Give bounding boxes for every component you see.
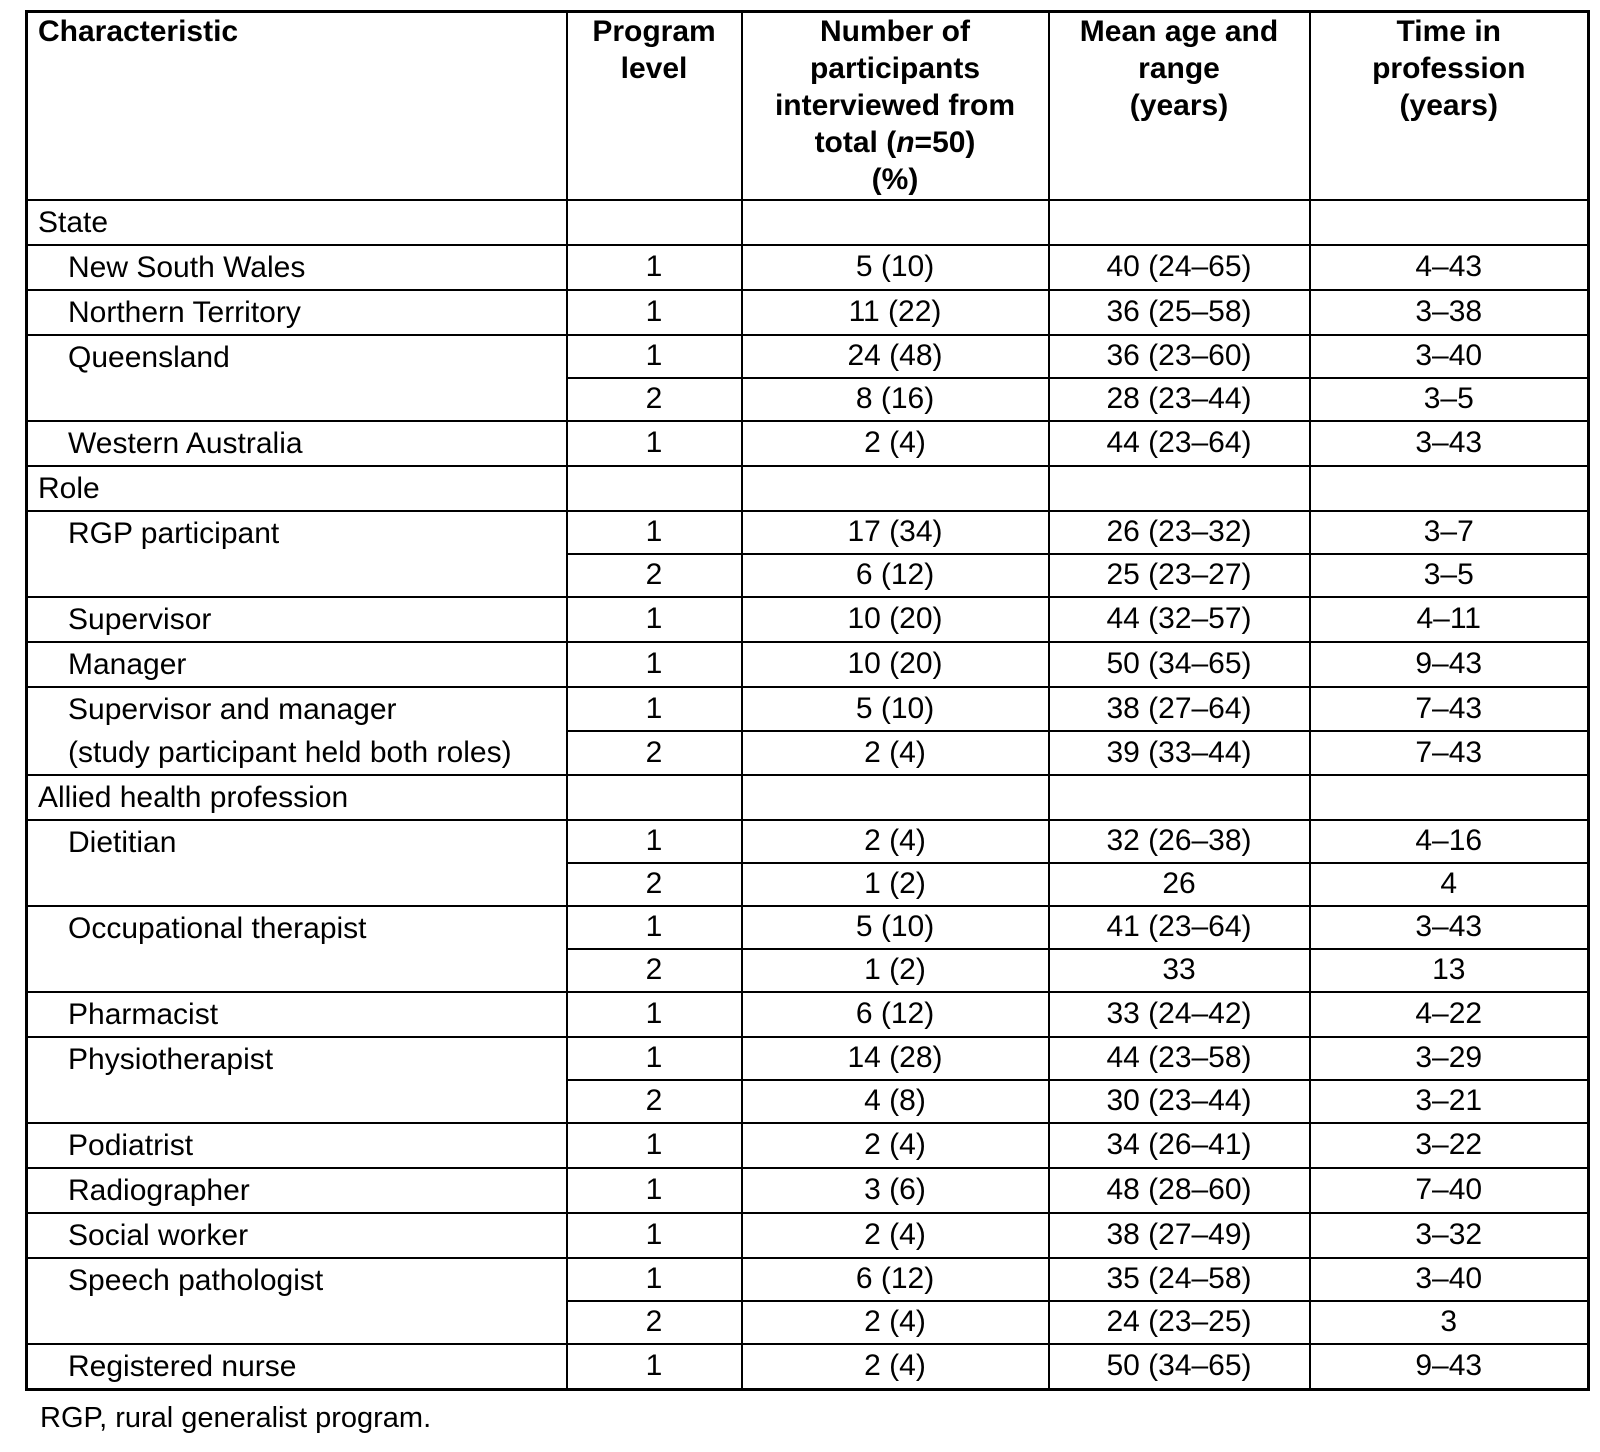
time-in-profession-cell: 3–29 <box>1310 1037 1589 1080</box>
mean-age-cell: 24 (23–25) <box>1049 1301 1310 1344</box>
header-line: interviewed from <box>774 89 1016 122</box>
mean-age-cell: 35 (24–58) <box>1049 1258 1310 1301</box>
participants-cell: 2 (4) <box>742 421 1049 466</box>
characteristic-label: Manager <box>68 647 187 681</box>
time-in-profession-cell: 3–40 <box>1310 1258 1589 1301</box>
table-row <box>27 245 1589 290</box>
program-level-cell: 1 <box>567 1168 742 1213</box>
program-level-cell: 1 <box>567 1258 742 1301</box>
characteristic-cell <box>27 820 567 906</box>
table-row <box>27 1123 1589 1168</box>
table-row <box>27 1344 1589 1390</box>
participants-cell: 4 (8) <box>742 1080 1049 1123</box>
empty-cell <box>742 200 1049 245</box>
mean-age-cell: 39 (33–44) <box>1049 731 1310 775</box>
table-row <box>27 421 1589 466</box>
time-in-profession-cell: 3–43 <box>1310 906 1589 949</box>
participants-cell: 1 (2) <box>742 949 1049 992</box>
total-prefix: total ( <box>814 126 897 159</box>
participants-cell: 5 (10) <box>742 906 1049 949</box>
participants-cell: 10 (20) <box>742 642 1049 687</box>
mean-age-cell: 28 (23–44) <box>1049 378 1310 421</box>
empty-cell <box>742 775 1049 820</box>
time-in-profession-cell: 3–32 <box>1310 1213 1589 1258</box>
program-level-cell: 1 <box>567 820 742 863</box>
time-in-profession-cell: 3–40 <box>1310 335 1589 378</box>
characteristic-cell <box>27 245 567 290</box>
characteristic-label: Occupational therapist <box>68 911 367 945</box>
time-in-profession-cell: 3–22 <box>1310 1123 1589 1168</box>
table-row <box>27 906 1589 949</box>
program-level-cell: 2 <box>567 731 742 775</box>
characteristic-label: Queensland <box>68 340 230 374</box>
characteristic-cell <box>27 906 567 992</box>
section-row <box>27 466 1589 511</box>
total-suffix: =50) <box>914 126 976 159</box>
participants-cell: 14 (28) <box>742 1037 1049 1080</box>
characteristic-cell <box>27 290 567 335</box>
participants-cell: 11 (22) <box>742 290 1049 335</box>
characteristic-label: Radiographer <box>68 1173 250 1207</box>
characteristic-cell <box>27 421 567 466</box>
characteristic-label: Registered nurse <box>68 1349 297 1383</box>
program-level-cell: 1 <box>567 335 742 378</box>
characteristic-label: Dietitian <box>68 825 177 859</box>
time-in-profession-cell: 7–43 <box>1310 731 1589 775</box>
program-level-cell: 2 <box>567 554 742 597</box>
participant-characteristics-table <box>25 10 1590 1391</box>
table-row <box>27 992 1589 1037</box>
mean-age-cell: 33 <box>1049 949 1310 992</box>
time-in-profession-cell: 9–43 <box>1310 642 1589 687</box>
header-line: (years) <box>1399 89 1498 122</box>
table-row <box>27 1258 1589 1301</box>
header-line: Number of <box>820 15 970 48</box>
mean-age-cell: 36 (25–58) <box>1049 290 1310 335</box>
participants-cell: 10 (20) <box>742 597 1049 642</box>
characteristic-cell <box>27 642 567 687</box>
time-in-profession-cell: 4–22 <box>1310 992 1589 1037</box>
program-level-cell: 2 <box>567 1080 742 1123</box>
characteristic-label: Supervisor and manager <box>68 692 397 726</box>
mean-age-cell: 50 (34–65) <box>1049 1344 1310 1390</box>
table-row <box>27 820 1589 863</box>
table-row <box>27 642 1589 687</box>
characteristic-label: Pharmacist <box>68 997 219 1031</box>
program-level-cell: 1 <box>567 906 742 949</box>
section-row <box>27 775 1589 820</box>
empty-cell <box>567 466 742 511</box>
table-row <box>27 1037 1589 1080</box>
program-level-cell: 1 <box>567 1123 742 1168</box>
program-level-cell: 2 <box>567 949 742 992</box>
header-line: (years) <box>1129 89 1229 122</box>
mean-age-cell: 33 (24–42) <box>1049 992 1310 1037</box>
mean-age-cell: 44 (23–58) <box>1049 1037 1310 1080</box>
program-level-cell: 1 <box>567 1213 742 1258</box>
characteristic-cell <box>27 992 567 1037</box>
participants-cell: 2 (4) <box>742 731 1049 775</box>
section-label: State <box>27 200 567 245</box>
mean-age-cell: 38 (27–64) <box>1049 687 1310 731</box>
mean-age-cell: 50 (34–65) <box>1049 642 1310 687</box>
table-row <box>27 687 1589 731</box>
empty-cell <box>1310 200 1589 245</box>
participants-cell: 3 (6) <box>742 1168 1049 1213</box>
time-in-profession-cell: 3–21 <box>1310 1080 1589 1123</box>
time-in-profession-cell: 3–43 <box>1310 421 1589 466</box>
empty-cell <box>1310 466 1589 511</box>
characteristic-cell <box>27 687 567 775</box>
time-in-profession-cell: 3–5 <box>1310 378 1589 421</box>
col-header-mean-age <box>1049 12 1310 200</box>
program-level-cell: 1 <box>567 687 742 731</box>
header-line: range <box>1138 52 1220 85</box>
col-header-program-level <box>567 12 742 200</box>
characteristic-label: Supervisor <box>68 602 212 636</box>
section-label: Allied health profession <box>27 775 567 820</box>
participants-cell: 2 (4) <box>742 820 1049 863</box>
program-level-cell: 2 <box>567 863 742 906</box>
table-footnote: RGP, rural generalist program. <box>40 1401 432 1434</box>
time-in-profession-cell: 3–38 <box>1310 290 1589 335</box>
time-in-profession-cell: 3–5 <box>1310 554 1589 597</box>
characteristic-label: RGP participant <box>68 516 280 550</box>
empty-cell <box>1049 775 1310 820</box>
characteristic-label: Physiotherapist <box>68 1042 274 1076</box>
header-line: Mean age and <box>1079 15 1279 48</box>
mean-age-cell: 30 (23–44) <box>1049 1080 1310 1123</box>
section-row <box>27 200 1589 245</box>
empty-cell <box>1310 775 1589 820</box>
time-in-profession-cell: 4–11 <box>1310 597 1589 642</box>
mean-age-cell: 25 (23–27) <box>1049 554 1310 597</box>
header-line: level <box>620 52 688 85</box>
program-level-cell: 1 <box>567 511 742 554</box>
time-in-profession-cell: 4–16 <box>1310 820 1589 863</box>
table-row <box>27 1213 1589 1258</box>
program-level-cell: 2 <box>567 1301 742 1344</box>
participants-cell: 2 (4) <box>742 1344 1049 1390</box>
time-in-profession-cell: 4–43 <box>1310 245 1589 290</box>
program-level-cell: 1 <box>567 992 742 1037</box>
table-row <box>27 335 1589 378</box>
participants-cell: 24 (48) <box>742 335 1049 378</box>
program-level-cell: 1 <box>567 421 742 466</box>
mean-age-cell: 48 (28–60) <box>1049 1168 1310 1213</box>
n-italic: n <box>896 126 915 159</box>
characteristic-cell <box>27 1123 567 1168</box>
col-header-participants <box>742 12 1049 200</box>
mean-age-cell: 44 (32–57) <box>1049 597 1310 642</box>
program-level-cell: 2 <box>567 378 742 421</box>
table-row <box>27 511 1589 554</box>
header-line: Time in <box>1396 15 1501 48</box>
program-level-cell: 1 <box>567 245 742 290</box>
participants-cell: 5 (10) <box>742 687 1049 731</box>
mean-age-cell: 41 (23–64) <box>1049 906 1310 949</box>
program-level-cell: 1 <box>567 290 742 335</box>
characteristic-label-line2: (study participant held both roles) <box>68 735 512 769</box>
time-in-profession-cell: 7–40 <box>1310 1168 1589 1213</box>
participants-cell: 6 (12) <box>742 554 1049 597</box>
empty-cell <box>742 466 1049 511</box>
program-level-cell: 1 <box>567 1344 742 1390</box>
header-line: participants <box>809 52 981 85</box>
characteristic-cell <box>27 511 567 597</box>
empty-cell <box>567 200 742 245</box>
table-row <box>27 290 1589 335</box>
time-in-profession-cell: 3–7 <box>1310 511 1589 554</box>
header-line: Program <box>592 15 716 48</box>
table-row <box>27 597 1589 642</box>
mean-age-cell: 40 (24–65) <box>1049 245 1310 290</box>
table-row <box>27 1168 1589 1213</box>
mean-age-cell: 34 (26–41) <box>1049 1123 1310 1168</box>
mean-age-cell: 32 (26–38) <box>1049 820 1310 863</box>
participants-cell: 17 (34) <box>742 511 1049 554</box>
participants-cell: 5 (10) <box>742 245 1049 290</box>
header-row <box>27 12 1589 200</box>
program-level-cell: 1 <box>567 1037 742 1080</box>
time-in-profession-cell: 4 <box>1310 863 1589 906</box>
time-in-profession-cell: 13 <box>1310 949 1589 992</box>
empty-cell <box>1049 466 1310 511</box>
participants-cell: 1 (2) <box>742 863 1049 906</box>
characteristic-label: Social worker <box>68 1218 249 1252</box>
characteristic-cell <box>27 597 567 642</box>
program-level-cell: 1 <box>567 597 742 642</box>
time-in-profession-cell: 3 <box>1310 1301 1589 1344</box>
time-in-profession-cell: 9–43 <box>1310 1344 1589 1390</box>
empty-cell <box>1049 200 1310 245</box>
empty-cell <box>567 775 742 820</box>
time-in-profession-cell: 7–43 <box>1310 687 1589 731</box>
participants-cell: 8 (16) <box>742 378 1049 421</box>
characteristic-cell <box>27 1258 567 1344</box>
col-header-characteristic: Characteristic <box>27 12 567 200</box>
characteristic-cell <box>27 1213 567 1258</box>
characteristic-label: Northern Territory <box>68 295 301 329</box>
mean-age-cell: 26 <box>1049 863 1310 906</box>
participants-cell: 2 (4) <box>742 1123 1049 1168</box>
characteristic-cell <box>27 1168 567 1213</box>
participants-cell: 2 (4) <box>742 1213 1049 1258</box>
col-header-time-in-profession <box>1310 12 1589 200</box>
characteristic-cell <box>27 1344 567 1390</box>
program-level-cell: 1 <box>567 642 742 687</box>
characteristic-label: Podiatrist <box>68 1128 194 1162</box>
header-line: profession <box>1372 52 1526 85</box>
characteristic-cell <box>27 1037 567 1123</box>
participants-cell: 2 (4) <box>742 1301 1049 1344</box>
header-line <box>743 124 1048 161</box>
participants-cell: 6 (12) <box>742 992 1049 1037</box>
participants-cell: 6 (12) <box>742 1258 1049 1301</box>
mean-age-cell: 38 (27–49) <box>1049 1213 1310 1258</box>
mean-age-cell: 44 (23–64) <box>1049 421 1310 466</box>
characteristic-label: Western Australia <box>68 426 303 460</box>
characteristic-cell <box>27 335 567 421</box>
characteristic-label: New South Wales <box>68 250 306 284</box>
header-line: (%) <box>871 163 919 196</box>
characteristic-label: Speech pathologist <box>68 1263 324 1297</box>
mean-age-cell: 36 (23–60) <box>1049 335 1310 378</box>
mean-age-cell: 26 (23–32) <box>1049 511 1310 554</box>
section-label: Role <box>27 466 567 511</box>
